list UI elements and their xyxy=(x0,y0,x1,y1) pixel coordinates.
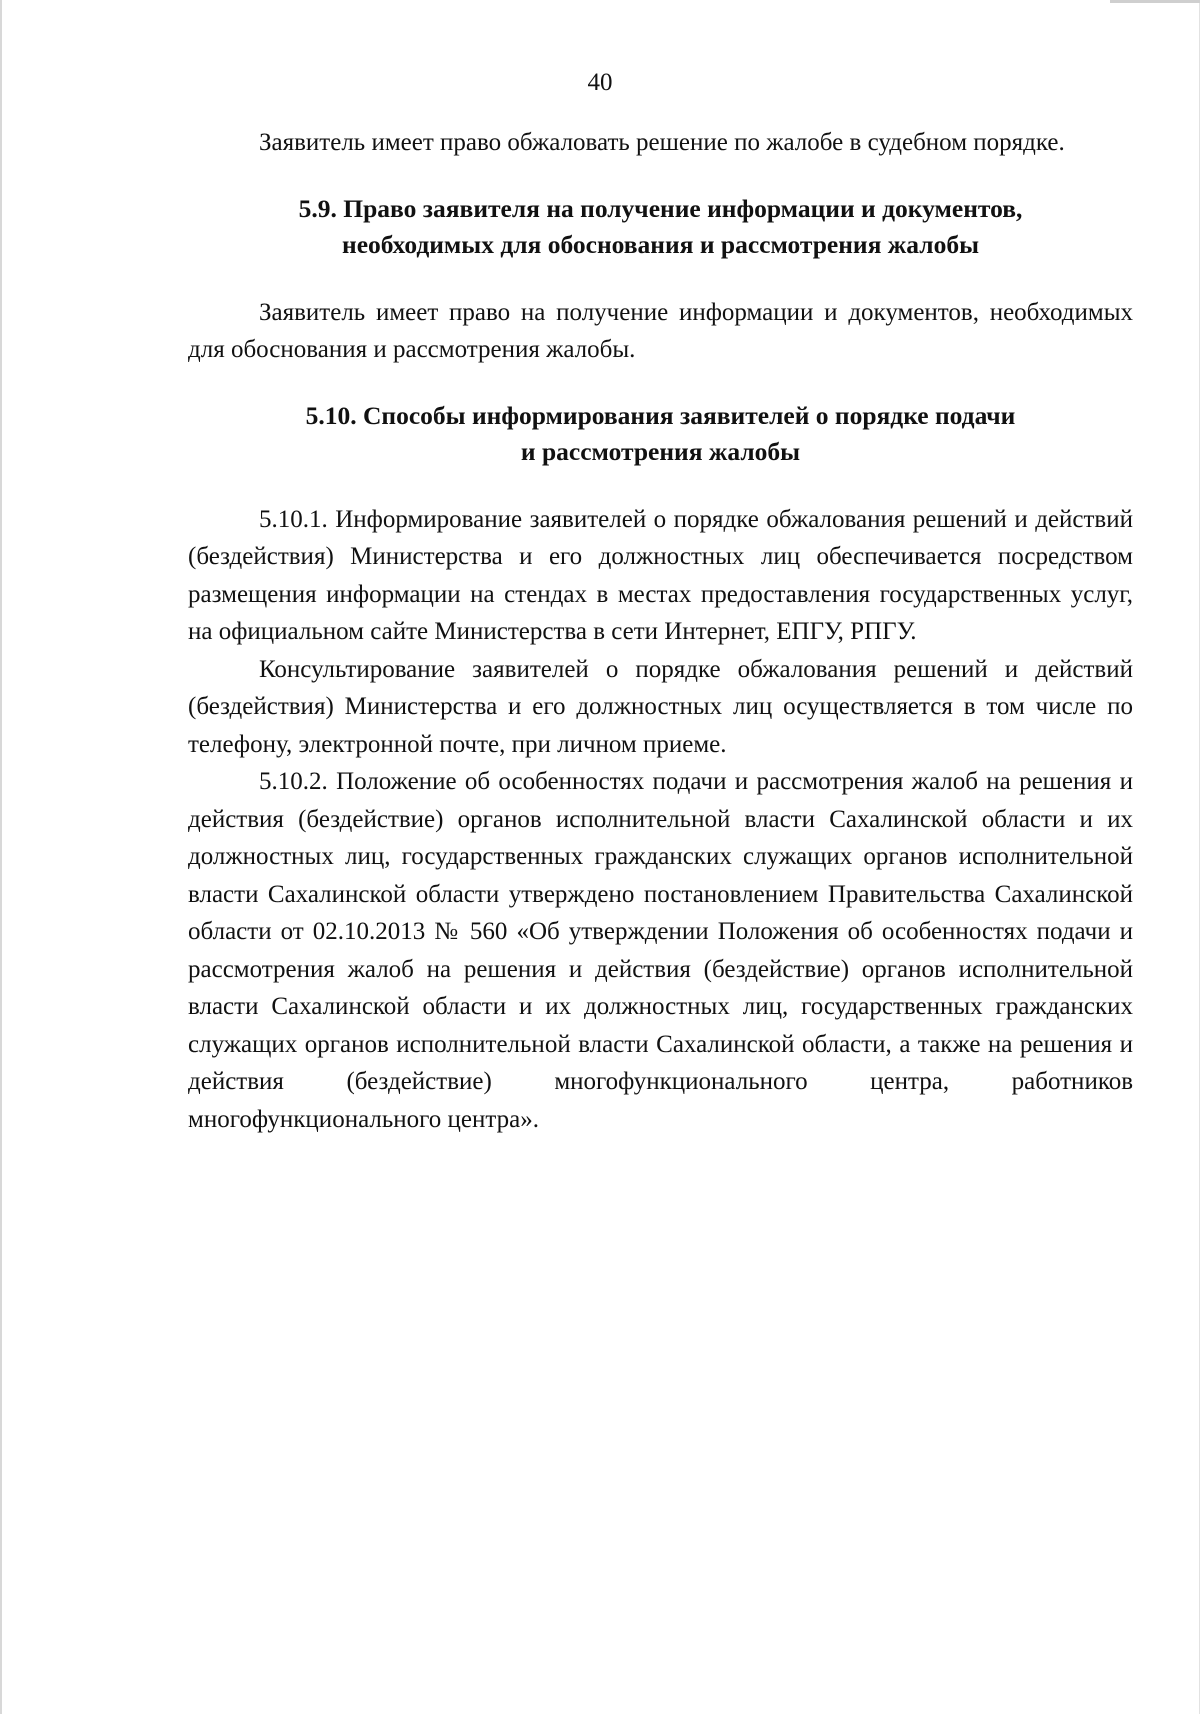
spacer xyxy=(188,263,1133,294)
section-5-10-title-line2: и рассмотрения жалобы xyxy=(520,436,801,466)
section-5-10-title-line1: 5.10. Способы информирования заявителей о порядке подачи xyxy=(305,400,1016,430)
spacer xyxy=(188,162,1133,191)
paragraph-appeal-court: Заявитель имеет право обжаловать решение по жалобе в судебном порядке. xyxy=(259,129,1065,156)
section-5-9-title-line1: 5.9. Право заявителя на получение информации и документов, xyxy=(298,193,1023,223)
section-5-9-paragraph: Заявитель имеет право на получение информации и документов, необходимых для обоснования и рассмотрения жалобы. xyxy=(188,298,1133,363)
document-body xyxy=(188,124,1133,1138)
paragraph-5-10-2: 5.10.2. Положение об особенностях подачи и рассмотрения жалоб на решения и действия (бездействие) органов исполнительной власти Сахалинской области и их должностных лиц, государственных гражданских служащих органов исполнительной власти Сахалинской области утверждено постановлением Правительства Сахалинской области от 02.10.2013 № 560 «Об утверждении Положения об особенностях подачи и рассмотрения жалоб на решения и действия (бездействие) органов исполнительной власти Сахалинской области и их должностных лиц, государственных гражданских служащих органов исполнительной власти Сахалинской области, а также на решения и действия (бездействие) многофункционального центра, работников многофункционального центра». xyxy=(188,768,1133,1133)
spacer xyxy=(188,470,1133,501)
paragraph-5-10-1: 5.10.1. Информирование заявителей о порядке обжалования решений и действий (бездействия) Министерства и его должностных лиц обеспечивается посредством размещения информации на стендах в местах предоставления государственных услуг, на официальном сайте Министерства в сети Интернет, ЕПГУ, РПГУ. xyxy=(188,505,1133,645)
scan-edge-left xyxy=(0,0,2,1714)
section-5-10-heading xyxy=(188,398,1133,470)
section-5-9-title-line2: необходимых для обоснования и рассмотрения жалобы xyxy=(342,229,979,259)
scan-edge-top-right xyxy=(1110,0,1200,3)
spacer xyxy=(188,369,1133,398)
page-number: 40 xyxy=(587,69,613,96)
paragraph-consultation: Консультирование заявителей о порядке обжалования решений и действий (бездействия) Министерства и его должностных лиц осуществляется в том числе по телефону, электронной почте, при личном приеме. xyxy=(188,655,1133,758)
section-5-9-heading xyxy=(188,191,1133,263)
